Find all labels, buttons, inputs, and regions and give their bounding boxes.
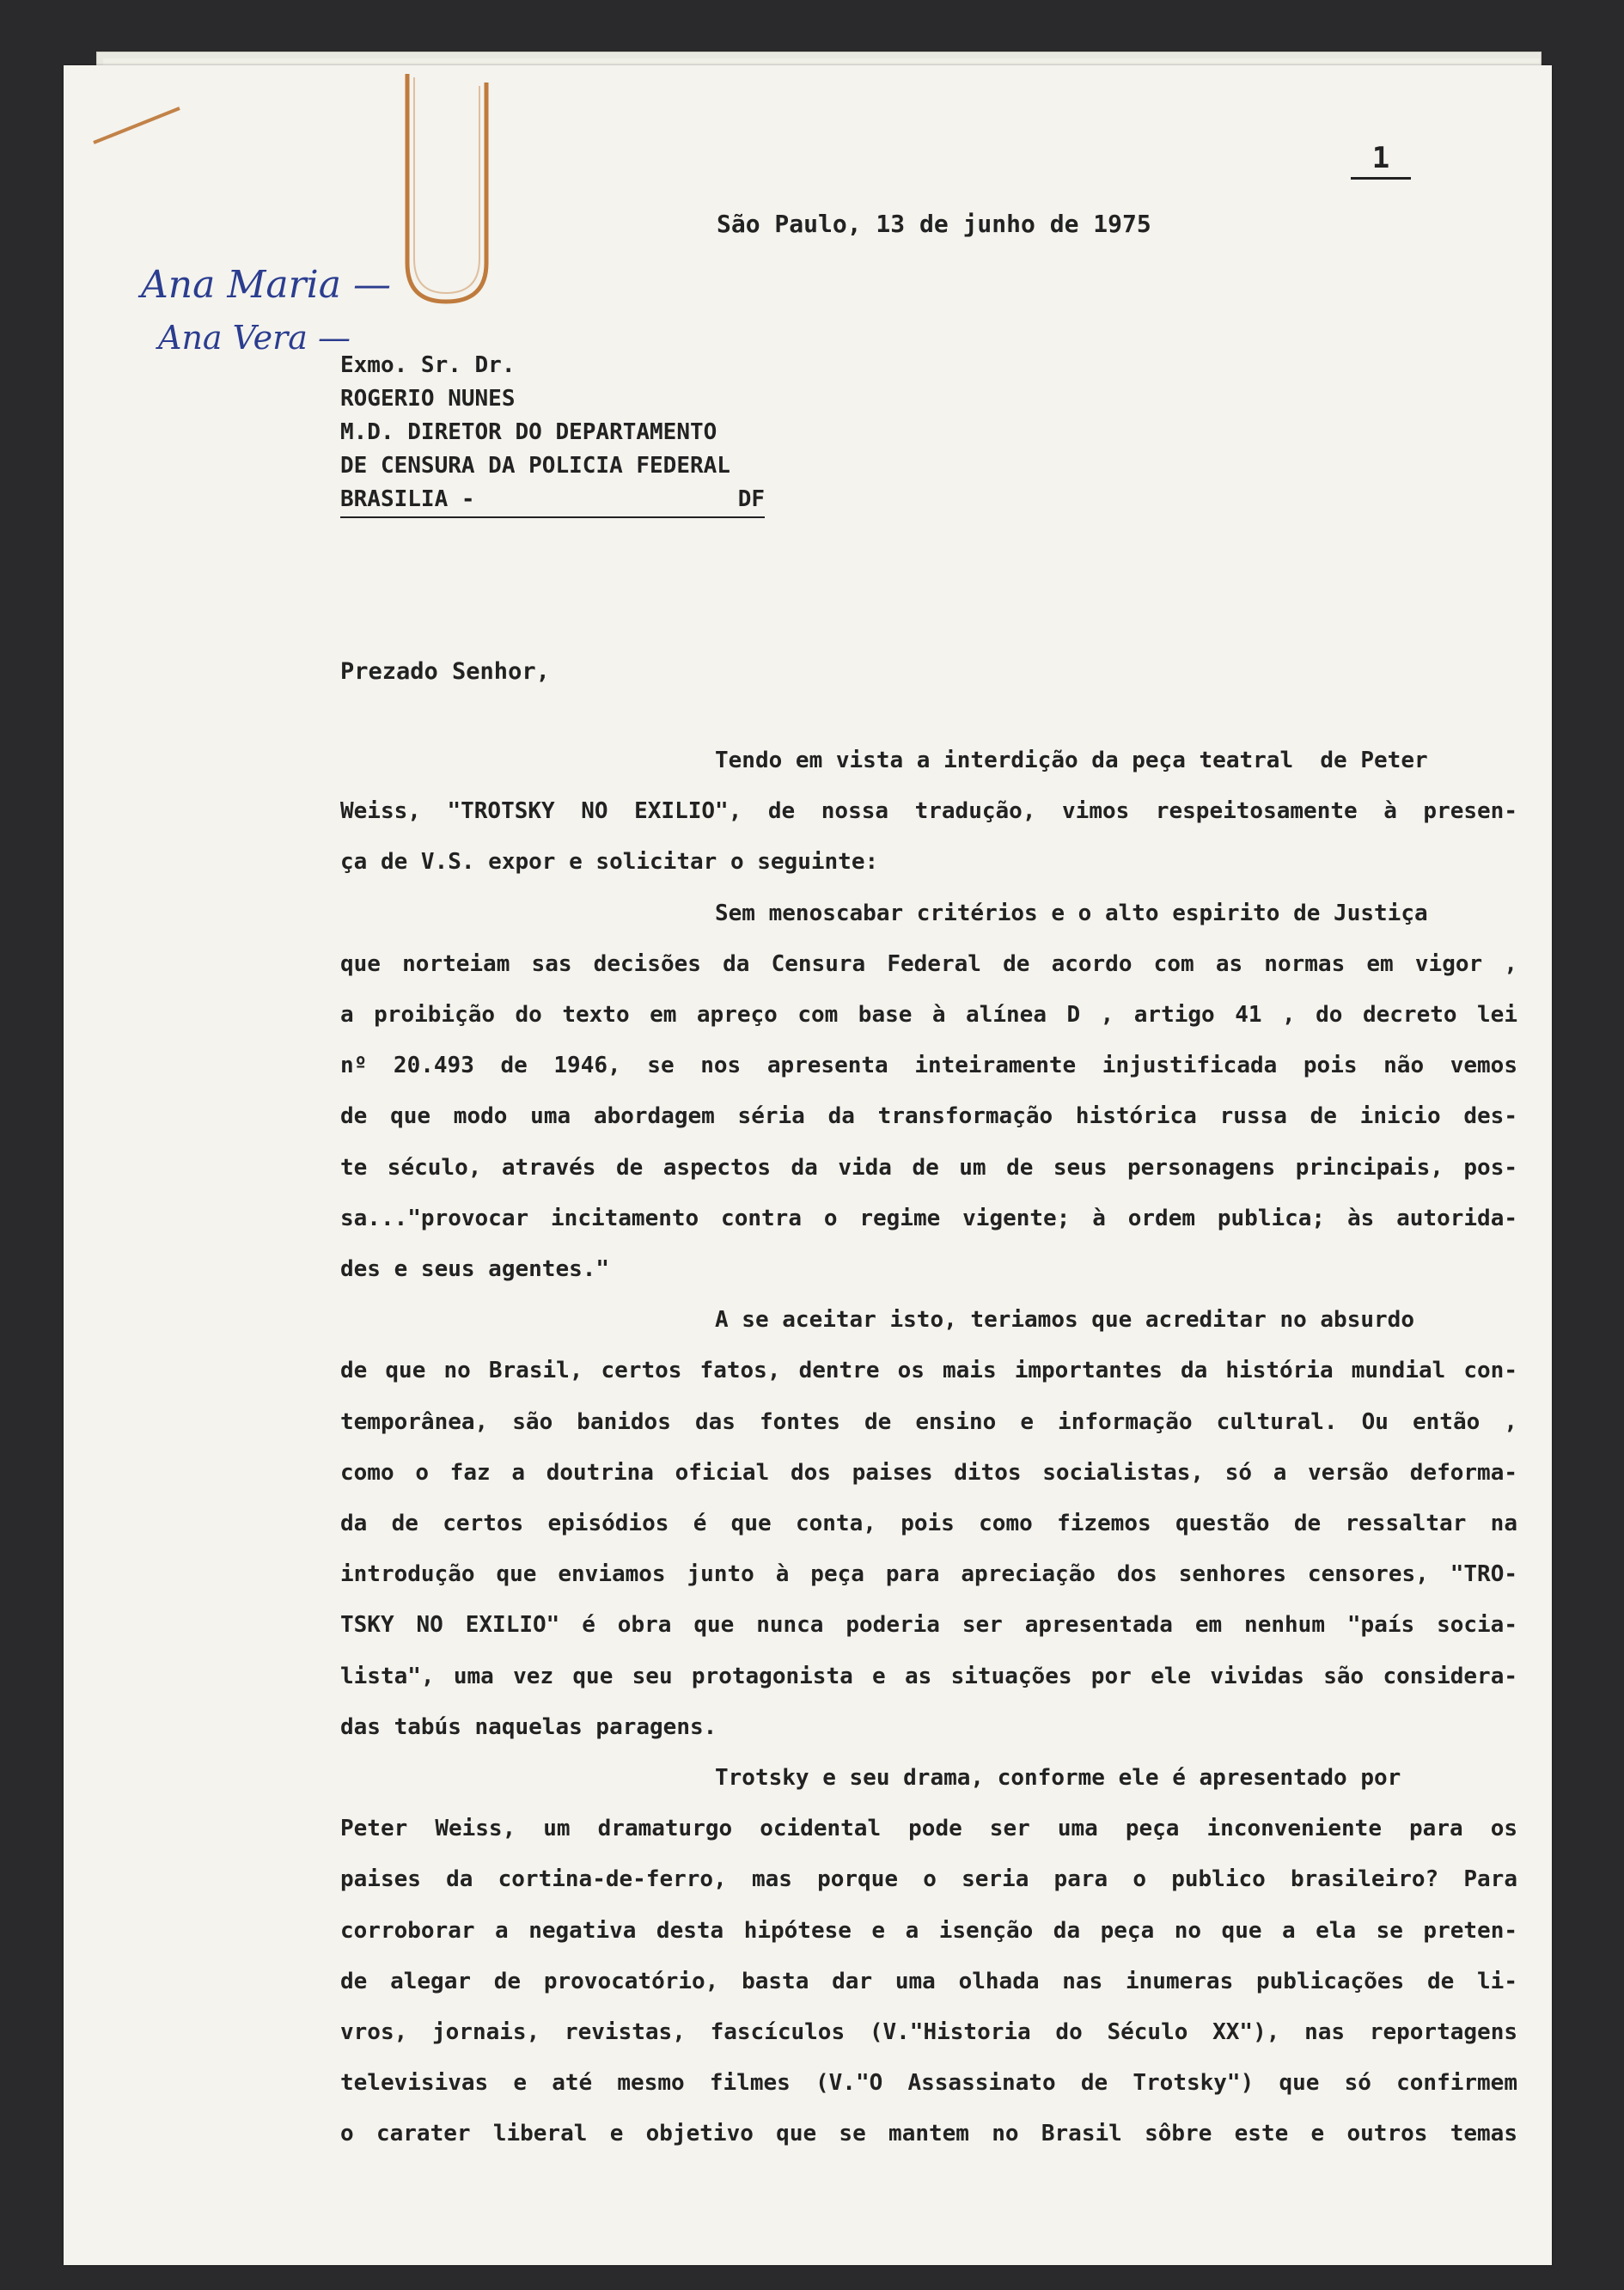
- address-line-5: [340, 483, 765, 518]
- body-line: televisivas e até mesmo filmes (V."O Assassinato de Trotsky") que só confirmem: [340, 2070, 1517, 2097]
- address-line-1: Exmo. Sr. Dr.: [340, 352, 516, 378]
- address-line-2: ROGERIO NUNES: [340, 386, 516, 412]
- address-state: DF: [737, 486, 765, 512]
- handwritten-line-2: Ana Vera —: [158, 319, 351, 357]
- body-line: de alegar de provocatório, basta dar uma olhada nas inumeras publicações de li-: [340, 1968, 1517, 1994]
- body-line: das tabús naquelas paragens.: [340, 1713, 717, 1740]
- address-line-4: DE CENSURA DA POLICIA FEDERAL: [340, 453, 730, 479]
- body-line: lista", uma vez que seu protagonista e as situações por ele vividas são considera-: [340, 1663, 1517, 1689]
- body-line: que norteiam sas decisões da Censura Federal de acordo com as normas em vigor ,: [340, 950, 1517, 977]
- body-line: corroborar a negativa desta hipótese e a isenção da peça no que a ela se preten-: [340, 1917, 1517, 1944]
- body-line: da de certos episódios é que conta, pois como fizemos questão de ressaltar na: [340, 1511, 1517, 1537]
- body-line: sa..."provocar incitamento contra o regime vigente; à ordem publica; às autorida-: [340, 1205, 1517, 1231]
- body-line: a proibição do texto em apreço com base à alínea D , artigo 41 , do decreto lei: [340, 1002, 1517, 1029]
- body-line: Sem menoscabar critérios e o alto espirito de Justiça: [715, 900, 1428, 926]
- address-city: BRASILIA -: [340, 486, 475, 512]
- body-line: ça de V.S. expor e solicitar o seguinte:: [340, 849, 879, 876]
- body-line: paises da cortina-de-ferro, mas porque o seria para o publico brasileiro? Para: [340, 1866, 1517, 1893]
- body-line: A se aceitar isto, teriamos que acreditar no absurdo: [715, 1307, 1414, 1334]
- body-line: Peter Weiss, um dramaturgo ocidental pode ser uma peça inconveniente para os: [340, 1816, 1517, 1842]
- address-line-3: M.D. DIRETOR DO DEPARTAMENTO: [340, 419, 717, 445]
- body-line: de que modo uma abordagem séria da transformação histórica russa de inicio des-: [340, 1103, 1517, 1130]
- recipient-address: [340, 349, 821, 518]
- body-line: de que no Brasil, certos fatos, dentre os mais importantes da história mundial con-: [340, 1358, 1517, 1384]
- body-line: temporânea, são banidos das fontes de ensino e informação cultural. Ou então ,: [340, 1408, 1517, 1435]
- body-line: introdução que enviamos junto à peça para apreciação dos senhores censores, "TRO-: [340, 1561, 1517, 1588]
- body-line: nº 20.493 de 1946, se nos apresenta inteiramente injustificada pois não vemos: [340, 1053, 1517, 1079]
- body-line: vros, jornais, revistas, fascículos (V."Historia do Século XX"), nas reportagens: [340, 2019, 1517, 2046]
- body-line: te século, através de aspectos da vida de um de seus personagens principais, pos-: [340, 1154, 1517, 1181]
- pen-mark: [89, 100, 192, 155]
- body-line: TSKY NO EXILIO" é obra que nunca poderia ser apresentada em nenhum "país socia-: [340, 1612, 1517, 1639]
- body-line: des e seus agentes.": [340, 1256, 610, 1283]
- body-line: como o faz a doutrina oficial dos paises ditos socialistas, só a versão deforma-: [340, 1459, 1517, 1486]
- dateline: São Paulo, 13 de junho de 1975: [717, 210, 1151, 238]
- body-line: Tendo em vista a interdição da peça teatral de Peter: [715, 748, 1428, 773]
- handwritten-line-1: Ana Maria —: [141, 263, 391, 307]
- page-number: 1: [1351, 141, 1411, 180]
- body-line: Weiss, "TROTSKY NO EXILIO", de nossa tradução, vimos respeitosamente à presen-: [340, 798, 1517, 825]
- body-line: Trotsky e seu drama, conforme ele é apresentado por: [715, 1765, 1401, 1792]
- letter-body: [340, 736, 1517, 2160]
- salutation: Prezado Senhor,: [340, 658, 550, 685]
- body-line: o carater liberal e objetivo que se mantem no Brasil sôbre este e outros temas: [340, 2121, 1517, 2147]
- letter-page: [64, 65, 1552, 2265]
